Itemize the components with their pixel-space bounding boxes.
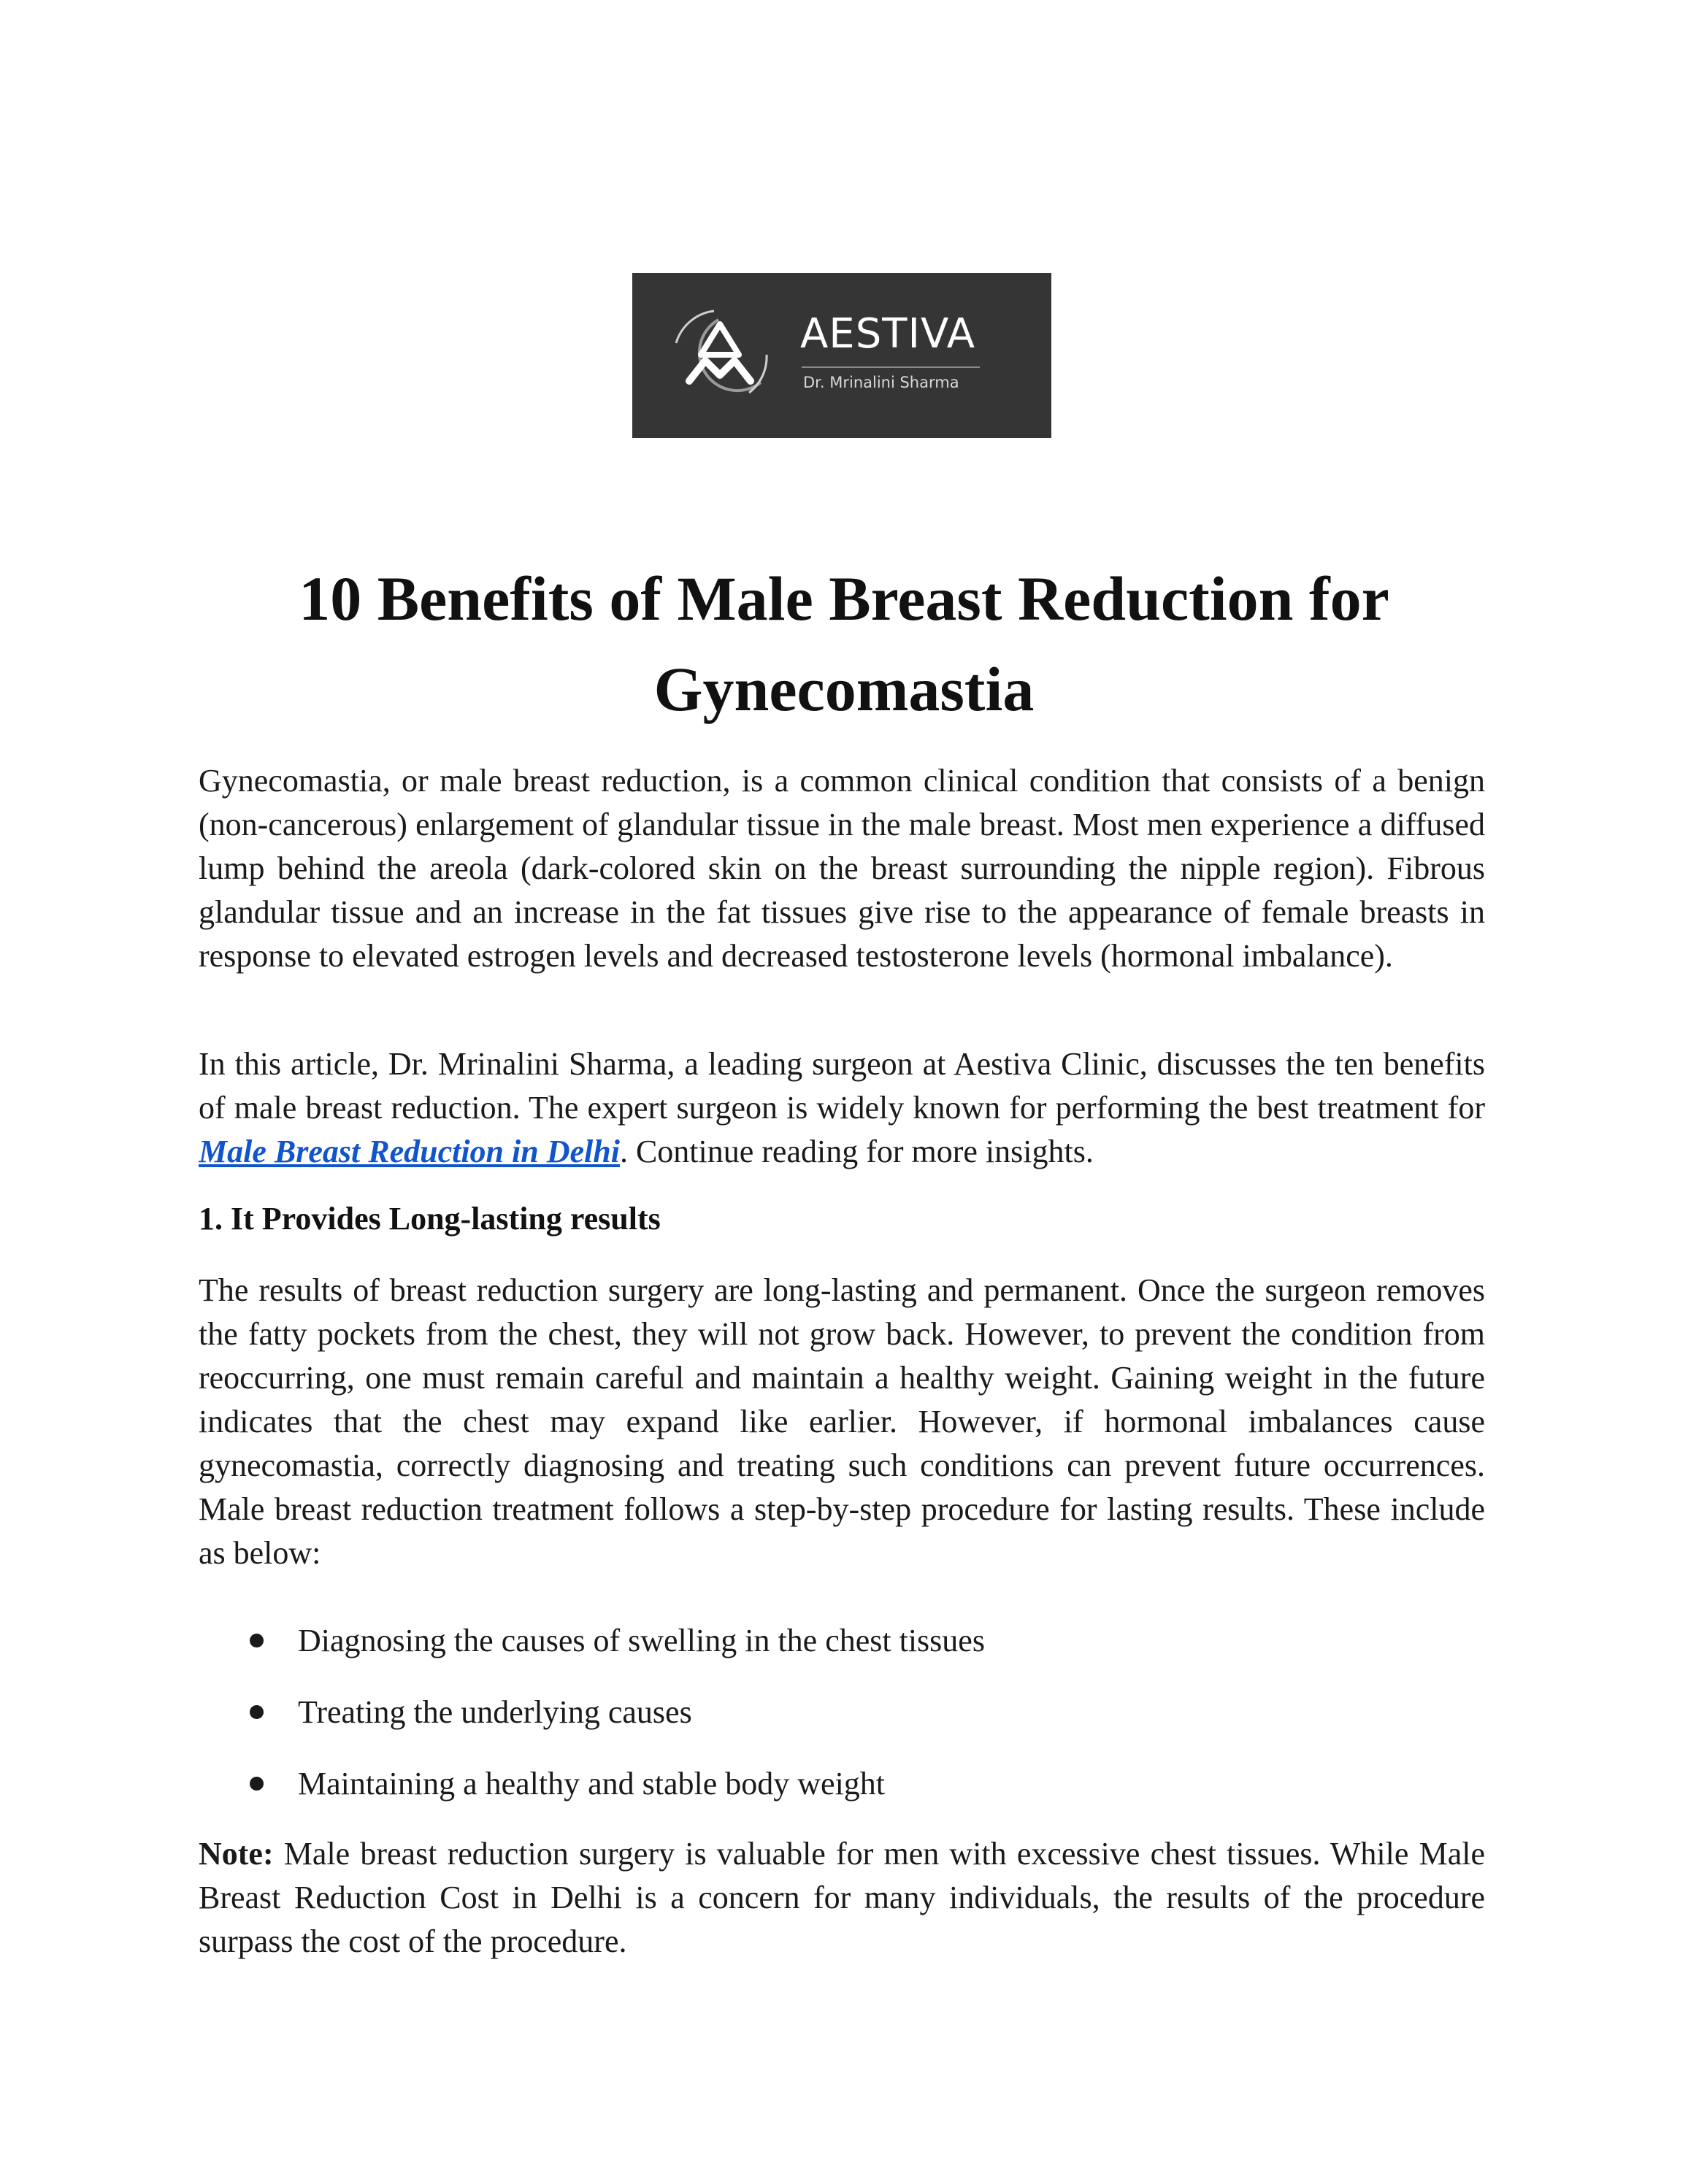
note-paragraph	[199, 1832, 1485, 1964]
section-heading-long-lasting: 1. It Provides Long-lasting results	[199, 1201, 661, 1237]
intro-paragraph: Gynecomastia, or male breast reduction, is a common clinical condition that consists of a benign (non-cancerous) enlargement of glandular tissue in the male breast. Most men experience a diffused lump behind the areola (dark-colored skin on the breast surrounding the nipple region). Fibrous glandular tissue and an increase in the fat tissues give rise to the appearance of female breasts in response to elevated estrogen levels and decreased testosterone levels (hormonal imbalance).	[199, 763, 1485, 974]
note-text: Male breast reduction surgery is valuable for men with excessive chest tissues. While Male Breast Reduction Cost in Delhi is a concern for many individuals, the results of the procedure surpass the cost of the procedure.	[199, 1836, 1485, 1959]
list-item-text: Maintaining a healthy and stable body weight	[298, 1766, 886, 1802]
article-text-after-link: . Continue reading for more insights.	[619, 1134, 1094, 1169]
section-body-long-lasting: The results of breast reduction surgery are long-lasting and permanent. Once the surgeon removes the fatty pockets from the chest, they will not grow back. However, to prevent the condition from reoccurring, one must remain careful and maintain a healthy weight. Gaining weight in the future indicates that the chest may expand like earlier. However, if hormonal imbalances cause gynecomastia, correctly diagnosing and treating such conditions can prevent future occurrences. Male breast reduction treatment follows a step-by-step procedure for lasting results. These include as below:	[199, 1272, 1485, 1571]
list-item	[199, 1762, 1485, 1834]
list-item-text: Diagnosing the causes of swelling in the chest tissues	[298, 1623, 985, 1658]
logo-divider	[802, 366, 980, 368]
list-item	[199, 1691, 1485, 1762]
logo-doctor-name: Dr. Mrinalini Sharma	[803, 374, 959, 391]
causes-bullet-list	[199, 1619, 1485, 1834]
list-item	[199, 1619, 1485, 1691]
bullet-icon	[250, 1634, 264, 1647]
article-paragraph	[199, 1042, 1485, 1174]
article-text-before-link: In this article, Dr. Mrinalini Sharma, a leading surgeon at Aestiva Clinic, discusses the ten benefits of male breast reduction. The expert surgeon is widely known for performing the best treatment for	[199, 1046, 1485, 1126]
bullet-icon	[250, 1705, 264, 1719]
note-label: Note:	[199, 1836, 274, 1872]
logo-brand-name: AESTIVA	[800, 310, 975, 358]
bullet-icon	[250, 1777, 264, 1791]
male-breast-reduction-delhi-link[interactable]: Male Breast Reduction in Delhi	[199, 1134, 620, 1169]
list-item-text: Treating the underlying causes	[298, 1694, 692, 1730]
page-title: 10 Benefits of Male Breast Reduction for Gynecomastia	[299, 564, 1389, 724]
brand-logo	[632, 273, 1051, 438]
